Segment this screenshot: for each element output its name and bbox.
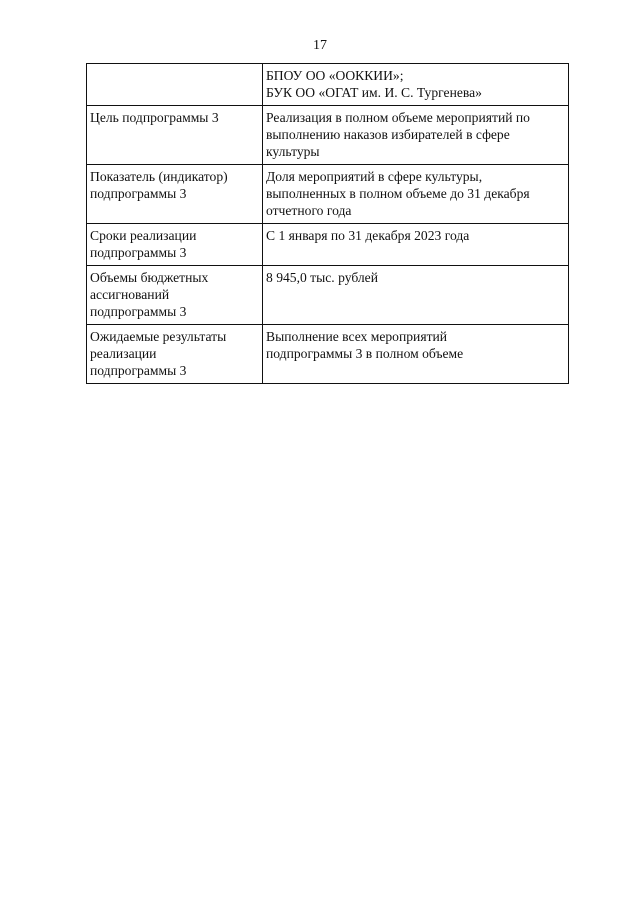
row-value-cell [263,64,569,106]
value-line: БУК ОО «ОГАТ им. И. С. Тургенева» [266,85,482,100]
value-line: Реализация в полном объеме мероприятий по [266,110,530,125]
label-line: ассигнований [90,287,170,302]
label-line: реализации [90,346,157,361]
page-number: 17 [313,38,327,53]
label-line: подпрограммы 3 [90,363,187,378]
label-line: подпрограммы 3 [90,304,187,319]
row-value-cell [263,224,569,266]
label-line: Показатель (индикатор) [90,169,228,184]
row-value-cell [263,106,569,165]
table-body [87,64,569,384]
label-line: Цель подпрограммы 3 [90,110,219,125]
row-value-cell [263,325,569,384]
table-row-executors [87,64,569,106]
label-line: Сроки реализации [90,228,197,243]
value-line: отчетного года [266,203,352,218]
value-line: подпрограммы 3 в полном объеме [266,346,464,361]
row-value-cell [263,165,569,224]
value-line: выполненных в полном объеме до 31 декабря [266,186,530,201]
value-line: культуры [266,144,320,159]
label-line: подпрограммы 3 [90,245,187,260]
row-label-cell [87,224,263,266]
row-label-cell [87,64,263,106]
value-line: выполнению наказов избирателей в сфере [266,127,510,142]
label-line: Ожидаемые результаты [90,329,227,344]
label-line: Объемы бюджетных [90,270,209,285]
table-row-expected-results [87,325,569,384]
row-label-cell [87,266,263,325]
table-row-indicator [87,165,569,224]
row-label-cell [87,325,263,384]
subprogram-passport-table [86,63,569,384]
value-line: Выполнение всех мероприятий [266,329,448,344]
row-label-cell [87,106,263,165]
value-line: Доля мероприятий в сфере культуры, [266,169,483,184]
row-label-cell [87,165,263,224]
value-line: БПОУ ОО «ООККИИ»; [266,68,404,83]
value-line: С 1 января по 31 декабря 2023 года [266,228,470,243]
row-value-cell [263,266,569,325]
value-line: 8 945,0 тыс. рублей [266,270,378,285]
table-row-budget [87,266,569,325]
table-row-goal [87,106,569,165]
table-row-timeline [87,224,569,266]
label-line: подпрограммы 3 [90,186,187,201]
